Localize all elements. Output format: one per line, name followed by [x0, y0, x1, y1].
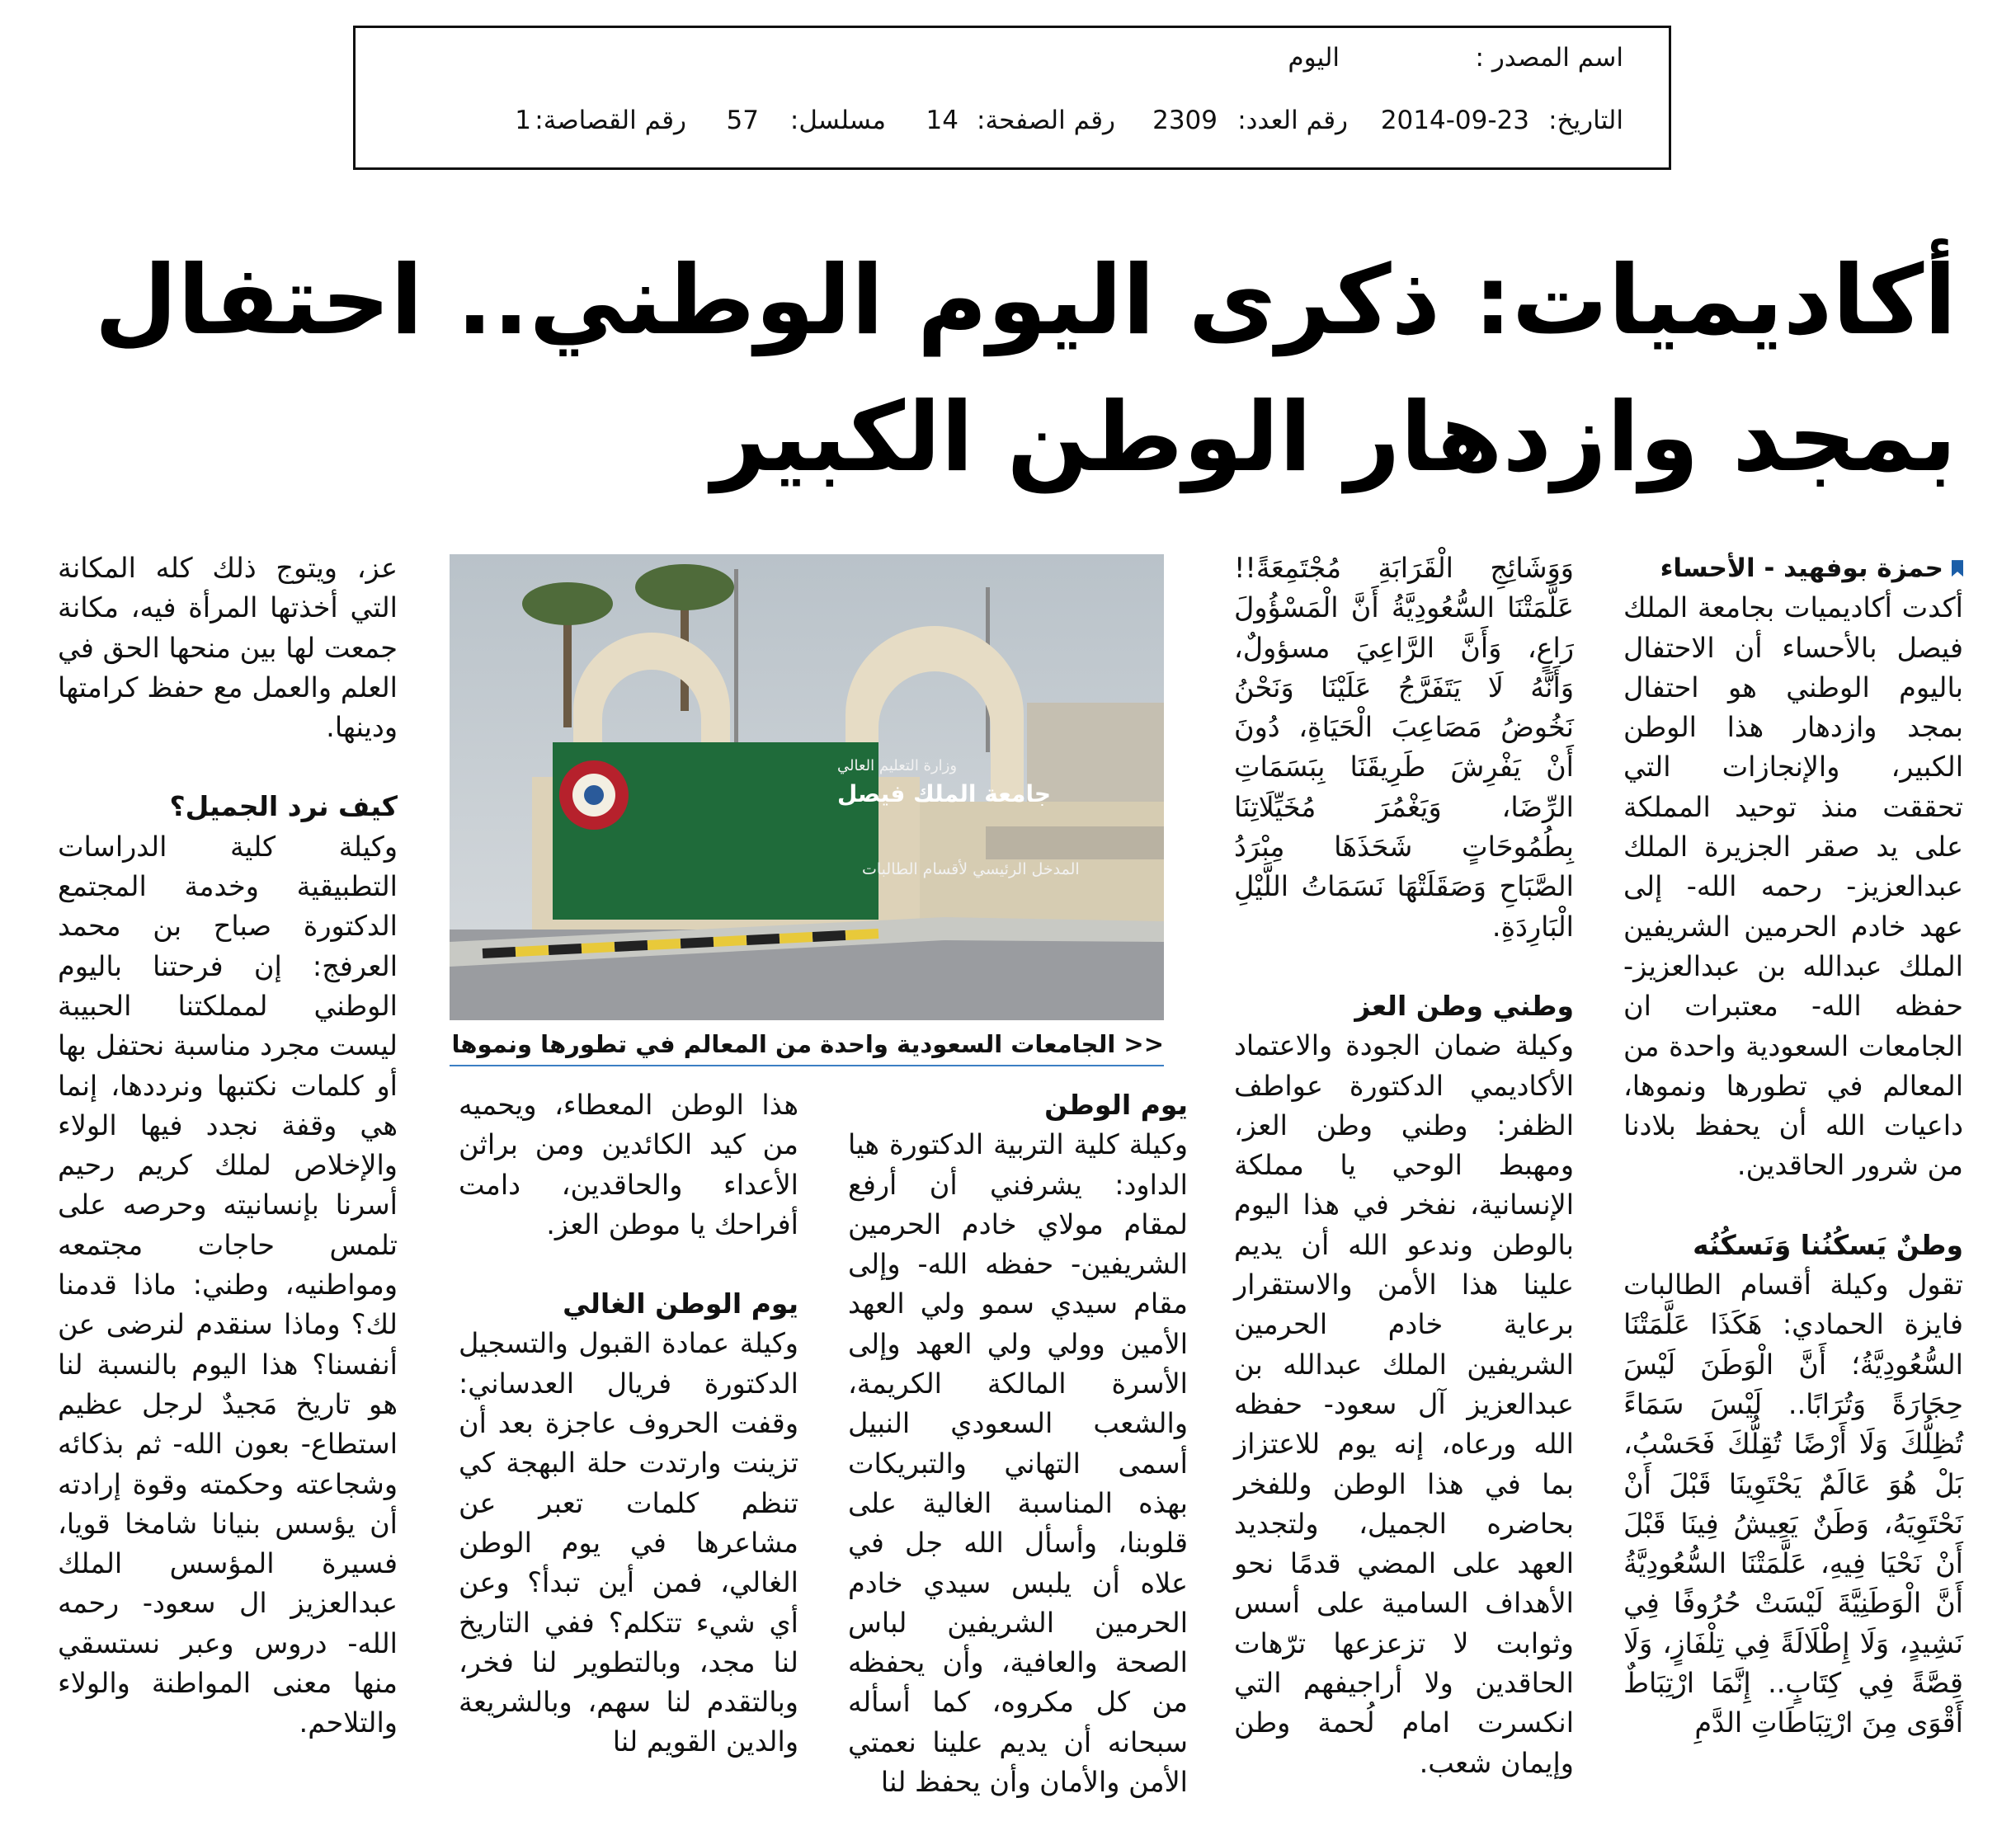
subheading: يوم الوطن الغالي: [563, 1287, 798, 1320]
headline-line-2: بمجد وازدهار الوطن الكبير: [711, 382, 1957, 493]
paragraph: وكيلة كلية التربية الدكتورة هيا الداود: يشرفني أن أرفع لمقام مولاي خادم الحرمين الشريفين- حفظه الله- وإلى مقام سيدي سمو ولي العهد الأمين وولي ولي العهد وإلى الأسرة المالكة الكريمة، والشعب السعودي النبيل أسمى التهاني والتبريكات بهذه المناسبة الغالية على قلوبنا، وأسأل الله جل في علاه أن يلبس سيدي خادم الحرمين الشريفين لباس الصحة والعافية، وأن يحفظه من كل مكروه، كما أسأله سبحانه أن يديم علينا نعمتي الأمن والأمان وأن يحفظ لنا: [848, 1128, 1188, 1799]
subheading: يوم الوطن: [1044, 1089, 1188, 1121]
paragraph: هذا الوطن المعطاء، ويحميه من كيد الكائدين ومن براثن الأعداء والحاقدين، دامت أفراحك يا موطن العز.: [459, 1089, 798, 1240]
headline-line-1: أكاديميات: ذكرى اليوم الوطني.. احتفال: [94, 245, 1957, 356]
page-label: رقم الصفحة:: [977, 106, 1115, 135]
caption-arrow-icon: <<: [1123, 1030, 1164, 1058]
source-label: اسم المصدر :: [1475, 43, 1623, 73]
subheading: وطنٌ يَسكُنُنا وَنَسكُنُه: [1693, 1228, 1963, 1261]
page-value: 14: [926, 106, 959, 135]
byline: [1623, 548, 1963, 588]
date-label: التاريخ:: [1548, 106, 1623, 135]
article-column-3: [848, 1085, 1188, 1802]
article-column-2: [1234, 548, 1574, 1783]
byline-text: حمزة بوفهيد - الأحساء: [1660, 553, 1943, 583]
sign-entrance-text: المدخل الرئيسي لأقسام الطالبات: [862, 860, 1080, 878]
issue-value: 2309: [1152, 106, 1218, 135]
paragraph: أكدت أكاديميات بجامعة الملك فيصل بالأحساء أن الاحتفال باليوم الوطني هو احتفال بمجد وازدهار هذا الوطن الكبير، والإنجازات التي تحققت منذ توحيد المملكة على يد صقر الجزيرة الملك عبدالعزيز- رحمه الله- إلى عهد خادم الحرمين الشريفين الملك عبدالله بن عبدالعزيز- حفظه الله- معتبرات ان الجامعات السعودية واحدة من المعالم في تطورها ونموها، داعيات الله أن يحفظ بلادنا من شرور الحاقدين.: [1623, 591, 1963, 1182]
article-column-4: [459, 1085, 798, 1763]
caption-text: الجامعات السعودية واحدة من المعالم في تطورها ونموها: [451, 1030, 1116, 1058]
paragraph: وكيلة كلية الدراسات التطبيقية وخدمة المجتمع الدكتورة صباح بن محمد العرفج: إن فرحتنا باليوم الوطني لمملكتنا الحبيبة ليست مجرد مناسبة نحتفل بها أو كلمات نكتبها ونرددها، إنما هي وقفة نجدد فيها الولاء والإخلاص لملك كريم رحيم أسرنا بإنسانيته وحرصه على تلمس حاجات مجتمعه ومواطنيه، وطني: ماذا قدمنا لك؟ وماذا سنقدم لنرضى عن أنفسنا؟ هذا اليوم بالنسبة لنا هو تاريخ مَجيدٌ لرجل عظيم استطاع- بعون الله- ثم بذكائه وشجاعته وحكمته وقوة إرادته أن يؤسس بنيانا شامخا قويا، فسيرة المؤسس الملك عبدالعزيز ال سعود- رحمه الله- دروس وعبر نستسقي منها معنى المواطنة والولاء والتلاحم.: [58, 830, 398, 1739]
photo-caption: [450, 1025, 1164, 1066]
bookmark-icon: [1952, 560, 1963, 577]
paragraph: وكيلة عمادة القبول والتسجيل الدكتورة فريال العدساني: وقفت الحروف عاجزة بعد أن تزينت وارتدت حلة البهجة كي تنظم كلمات تعبر عن مشاعرها في يوم الوطن الغالي، فمن أين تبدأ؟ وعن أي شيء تتكلم؟ ففي التاريخ لنا مجد، وبالتطوير لنا فخر، وبالتقدم لنا سهم، وبالشريعة والدين القويم لنا: [459, 1327, 798, 1758]
article-column-1: [1623, 548, 1963, 1744]
source-info-box: [353, 26, 1671, 170]
clip-label: رقم القصاصة:: [535, 106, 686, 135]
subheading: كيف نرد الجميل؟: [169, 790, 398, 823]
serial-value: 57: [726, 106, 759, 135]
serial-label: مسلسل:: [789, 106, 886, 135]
paragraph: عز، ويتوج ذلك كله المكانة التي أخذتها المرأة فيه، مكانة جمعت لها بين منحها الحق في العلم والعمل مع حفظ كرامتها ودينها.: [58, 552, 398, 744]
paragraph: تقول وكيلة أقسام الطالبات فايزة الحمادي: هَكَذَا عَلَّمَتْنَا السُّعُودِيَّةُ؛ أَنَّ الْوَطَنَ لَيْسَ حِجَارَةً وَتُرَابًا.. لَيْسَ سَمَاءً تُظِلُّكَ وَلَا أَرْضًا تُقِلُّكَ فَحَسْبُ، بَلْ هُوَ عَالَمٌ يَحْتَوِينَا قَبْلَ أَنْ نَحْتَوِيَهُ، وَطَنٌ يَعِيشُ فِينَا قَبْلَ أَنْ نَحْيَا فِيهِ، عَلَّمَتْنَا السُّعُودِيَّةُ أَنَّ الْوَطَنِيَّةَ لَيْسَتْ حُرُوفًا فِي نَشِيدٍ، وَلَا إِطْلَالَةً فِي تِلْفَازٍ، وَلَا قِصَّةً فِي كِتَابٍ.. إِنَّمَا ارْتِبَاطٌ أَقْوَى مِنَ ارْتِبَاطَاتِ الدَّمِ: [1623, 1268, 1963, 1739]
subheading: وطني وطن العز: [1354, 989, 1574, 1022]
article-column-5: [58, 548, 398, 1744]
clip-value: 1: [515, 106, 531, 135]
issue-label: رقم العدد:: [1237, 106, 1348, 135]
sign-ministry-text: وزارة التعليم العالي: [837, 757, 958, 774]
source-value: اليوم: [1288, 43, 1340, 73]
paragraph: وَوَشَائِجِ الْقَرَابَةِ مُجْتَمِعَةً!! عَلَّمَتْنَا السُّعُودِيَّةُ أَنَّ الْمَسْؤُولَ رَاعٍ، وَأَنَّ الرَّاعِيَ مسؤولٌ، وَأَنَّهُ لَا يَتَفَرَّجُ عَلَيْنَا وَنَحْنُ نَخُوضُ مَصَاعِبَ الْحَيَاةِ، دُونَ أَنْ يَفْرِشَ طَرِيقَنَا بِبَسَمَاتِ الرِّضَا، وَيَغْمُرَ مُخَيِّلَاتِنَا بِطُمُوحَاتٍ شَحَذَهَا مِبْرَدُ الصَّبَاحِ وَصَقَلَتْهَا نَسَمَاتُ اللَّيْلِ الْبَارِدَةِ.: [1234, 552, 1574, 943]
university-gate-photo: [450, 554, 1164, 1020]
date-value: 2014-09-23: [1380, 106, 1529, 135]
paragraph: وكيلة ضمان الجودة والاعتماد الأكاديمي الدكتورة عواطف الظفر: وطني وطن العز، ومهبط الوحي يا مملكة الإنسانية، نفخر في هذا اليوم بالوطن وندعو الله أن يديم علينا هذا الأمن والاستقرار برعاية خادم الحرمين الشريفين الملك عبدالله بن عبدالعزيز آل سعود- حفظه الله ورعاه، إنه يوم للاعتزاز بما في هذا الوطن وللفخر بحاضره الجميل، ولتجديد العهد على المضي قدمًا نحو الأهداف السامية على أسس وثوابت لا تزعزعها ترّهات الحاقدين ولا أراجيفهم التي انكسرت امام لُحمة وطن وإيمان شعب.: [1234, 1029, 1574, 1779]
sign-university-text: جامعة الملك فيصل: [837, 780, 1052, 807]
